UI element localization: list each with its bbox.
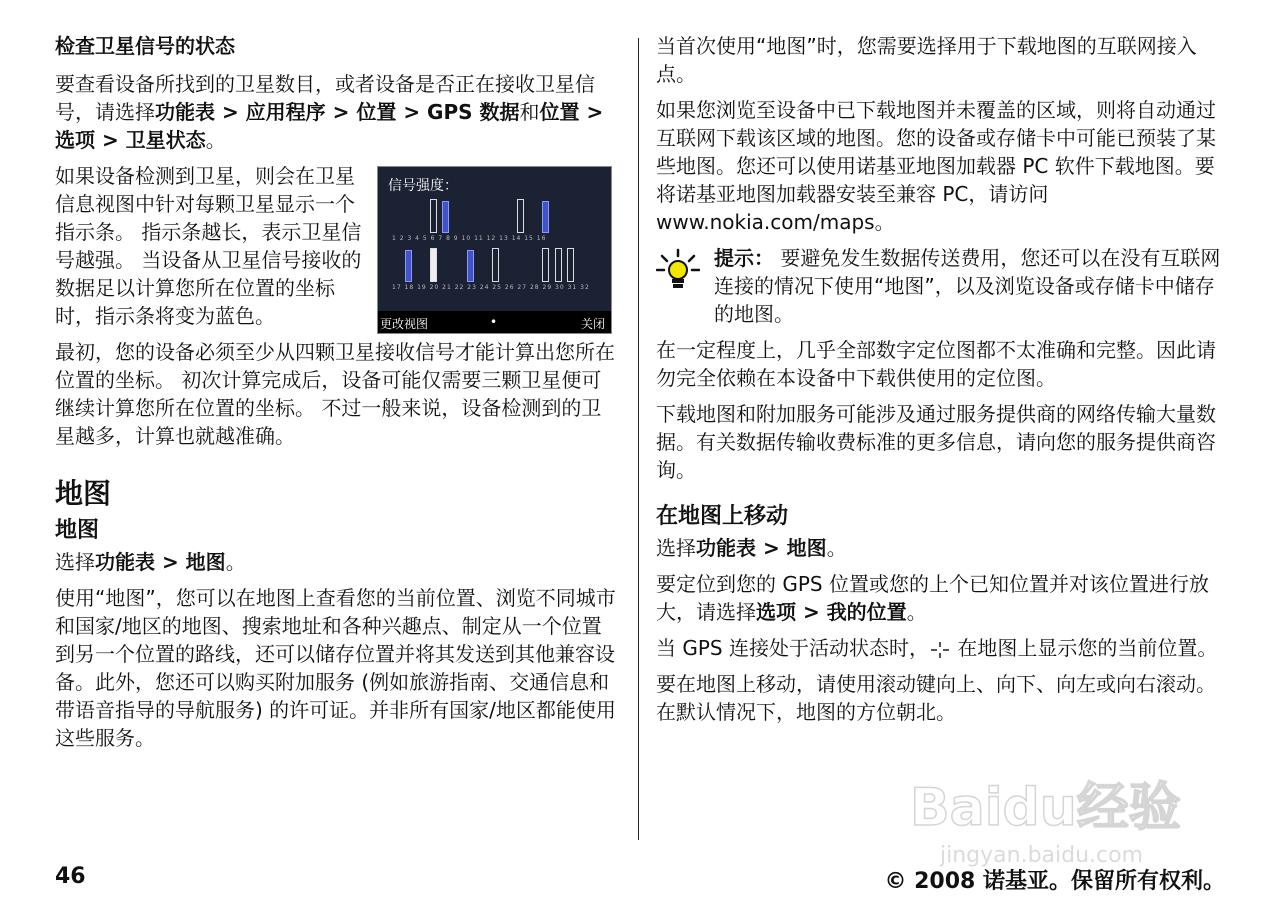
center-softkey: • — [490, 315, 498, 329]
data-charges-paragraph: 下载地图和附加服务可能涉及通过服务提供商的网络传输大量数据。有关数据传输收费标准的更多信息，请向您的服务提供商咨询。 — [656, 402, 1216, 482]
gps-active-paragraph — [656, 634, 1226, 662]
signal-bar-bottom-3 — [430, 248, 437, 282]
position-crosshair-icon — [929, 641, 951, 659]
satellite-numbers-bottom: 17 18 19 20 21 22 23 24 25 26 27 28 29 30 31 32 — [392, 284, 590, 291]
menu-path-maps-2: 功能表 > 地图 — [696, 536, 827, 560]
baidu-watermark — [900, 770, 1230, 870]
indicator-section — [55, 162, 620, 338]
watermark-brand: Baidu经验 — [910, 778, 1181, 838]
accuracy-warning: 在一定程度上，几乎全部数字定位图都不太准确和完整。因此请勿完全依赖在本设备中下载供使用的定位图。 — [656, 338, 1216, 390]
satellite-status-intro — [55, 70, 620, 154]
signal-bar-top-12 — [542, 201, 549, 233]
column-divider — [638, 38, 639, 840]
maps-select-instruction — [55, 548, 620, 576]
select-text: 选择 — [55, 550, 95, 574]
accuracy-paragraph: 最初，您的设备必须至少从四颗卫星接收信号才能计算出您所在位置的坐标。 初次计算完成后，设备可能仅需要三颗卫星便可继续计算您所在位置的坐标。 不过一般来说，设备检测到的卫星越多，计算也就越准确。 — [55, 340, 615, 448]
signal-bar-bottom-1 — [405, 250, 412, 282]
softkey-bar — [378, 311, 611, 333]
intro-end: 。 — [205, 128, 226, 152]
signal-bar-top-10 — [517, 199, 524, 233]
menu-path-satellite-status: 位置 > 选项 > 卫星状态 — [55, 100, 604, 152]
right-column — [656, 32, 1226, 734]
download-paragraph: 如果您浏览至设备中已下载地图并未覆盖的区域，则将自动通过互联网下载该区域的地图。您的设备或存储卡中可能已预装了某些地图。您还可以使用诺基亚地图加载器 PC 软件下载地图。要将诺基亚地图加载器安装至兼容 PC，请访问 www.nokia.com/maps。 — [656, 98, 1216, 234]
scroll-paragraph: 要在地图上移动，请使用滚动键向上、向下、向左或向右滚动。在默认情况下，地图的方位朝北。 — [656, 672, 1216, 724]
lightbulb-tip-icon — [656, 248, 700, 292]
gps-active-text-end: 在地图上显示您的当前位置。 — [950, 636, 1218, 660]
tip-label: 提示： — [714, 246, 774, 270]
select-end: 。 — [225, 550, 246, 574]
signal-strength-title: 信号强度： — [388, 178, 458, 194]
menu-path-my-position: 选项 > 我的位置 — [756, 600, 907, 624]
signal-bar-bottom-6 — [467, 250, 474, 282]
signal-bar-bottom-8 — [492, 248, 499, 282]
my-position-end: 。 — [906, 600, 927, 624]
close-softkey: 关闭 — [580, 317, 605, 331]
signal-bar-top-3 — [430, 199, 437, 233]
page-number: 46 — [55, 864, 86, 889]
satellite-status-heading: 检查卫星信号的状态 — [55, 34, 235, 58]
move-select-text: 选择 — [656, 536, 696, 560]
signal-bar-top-4 — [442, 201, 449, 233]
maps-section-heading: 地图 — [55, 518, 100, 543]
satellite-numbers-top: 1 2 3 4 5 6 7 8 9 10 11 12 13 14 15 16 — [392, 235, 547, 242]
gps-active-text: 当 GPS 连接处于活动状态时， — [656, 636, 929, 660]
move-select-end: 。 — [826, 536, 847, 560]
maps-chapter-heading: 地图 — [55, 477, 112, 510]
tip-text — [714, 244, 1226, 328]
menu-path-maps: 功能表 > 地图 — [95, 550, 226, 574]
signal-bar-bottom-14 — [567, 248, 574, 282]
my-position-paragraph — [656, 570, 1226, 626]
indicator-paragraph: 如果设备检测到卫星，则会在卫星信息视图中针对每颗卫星显示一个指示条。 指示条越长，表示卫星信号越强。 当设备从卫星信号接收的数据足以计算您所在位置的坐标时，指示条将变为蓝色。 — [55, 164, 362, 328]
move-on-map-heading: 在地图上移动 — [656, 504, 789, 529]
tip-body: 要避免发生数据传送费用，您还可以在没有互联网连接的情况下使用“地图”，以及浏览设备或存储卡中储存的地图。 — [714, 246, 1221, 326]
tip-block — [656, 244, 1226, 328]
watermark-url: jingyan.baidu.com — [940, 843, 1144, 868]
intro-text: 要查看设备所找到的卫星数目，或者设备是否正在接收卫星信号，请选择 — [55, 72, 595, 124]
maps-description: 使用“地图”，您可以在地图上查看您的当前位置、浏览不同城市和国家/地区的地图、搜索地址和各种兴趣点、制定从一个位置到另一个位置的路线，还可以储存位置并将其发送到其他兼容设备。此外，您还可以购买附加服务 (例如旅游指南、交通信息和带语音指导的导航服务) 的许可证。并非所有国家/地区都能使用这些服务。 — [55, 586, 616, 750]
my-position-text: 要定位到您的 GPS 位置或您的上个已知位置并对该位置进行放大，请选择 — [656, 572, 1209, 624]
copyright-notice: © 2008 诺基亚。保留所有权利。 — [884, 869, 1225, 894]
menu-path-gps-data: 功能表 > 应用程序 > 位置 > GPS 数据 — [155, 100, 520, 124]
signal-bar-bottom-13 — [555, 248, 562, 282]
first-use-paragraph: 当首次使用“地图”时，您需要选择用于下载地图的互联网接入点。 — [656, 34, 1197, 86]
intro-and: 和 — [519, 100, 540, 124]
move-select-instruction — [656, 534, 1226, 562]
change-view-softkey: 更改视图 — [380, 317, 429, 331]
satellite-signal-widget — [377, 166, 612, 334]
left-column — [55, 32, 620, 760]
signal-bar-bottom-12 — [542, 248, 549, 282]
